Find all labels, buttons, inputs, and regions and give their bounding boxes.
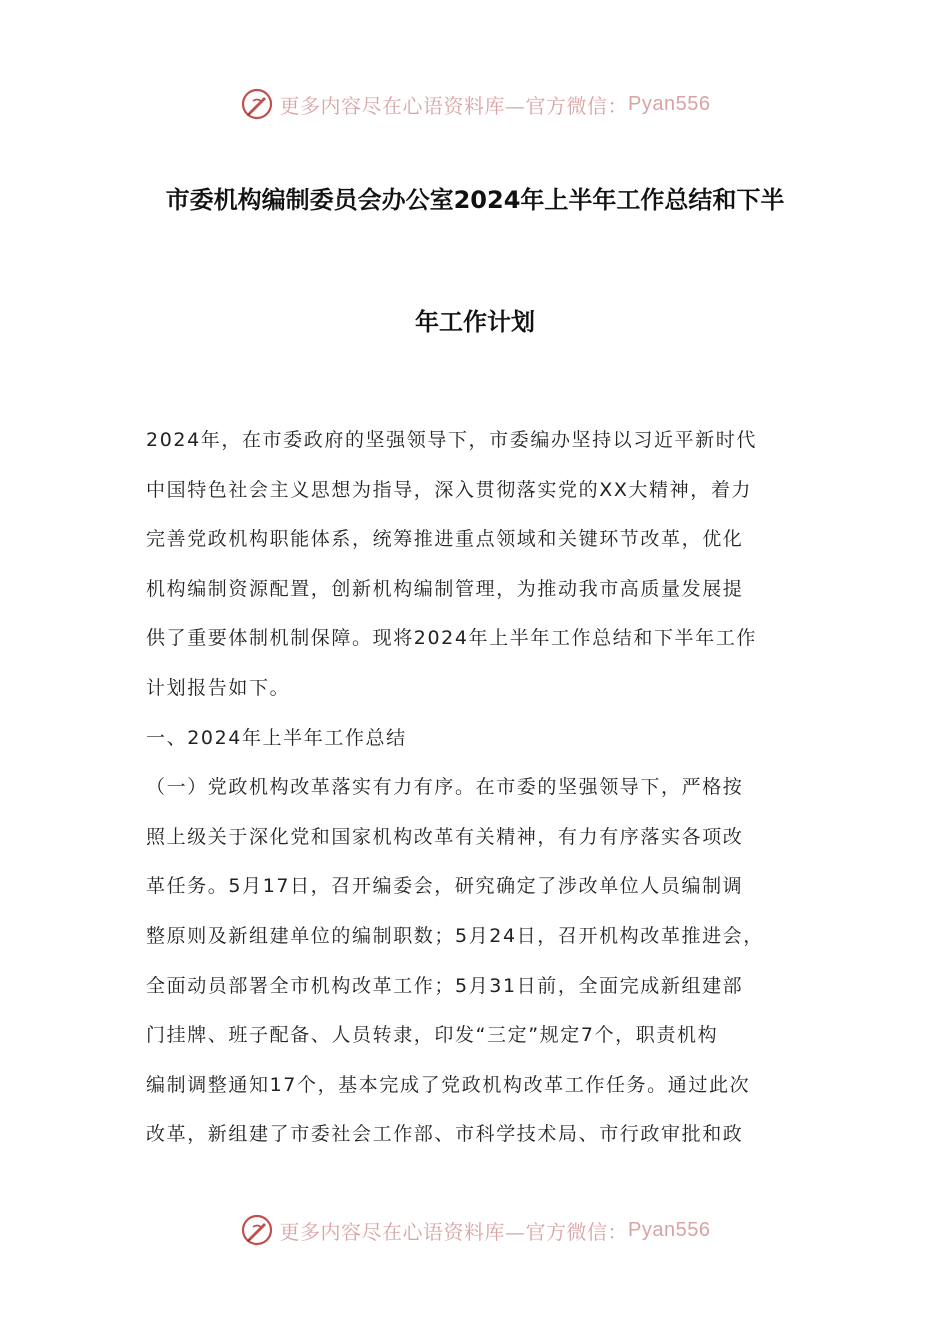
body-line: 编制调整通知17个，基本完成了党政机构改革工作任务。通过此次 [146, 1073, 751, 1096]
pen-circle-logo-icon [240, 1213, 274, 1247]
body-line: 2024年，在市委政府的坚强领导下，市委编办坚持以习近平新时代 [146, 429, 757, 451]
section-heading: 一、2024年上半年工作总结 [146, 726, 407, 749]
watermark-handle: Pyan556 [628, 1218, 711, 1241]
body-line: 供了重要体制机制保障。现将2024年上半年工作总结和下半年工作 [146, 627, 757, 650]
watermark-text: 更多内容尽在心语资料库—官方微信： [279, 1219, 629, 1244]
body-line: 全面动员部署全市机构改革工作；5月31日前，全面完成新组建部 [146, 974, 744, 997]
watermark-text: 更多内容尽在心语资料库—官方微信： [279, 93, 629, 118]
watermark-header [0, 82, 950, 126]
document-title-line-1: 市委机构编制委员会办公室2024年上半年工作总结和下半 [165, 186, 785, 214]
pen-circle-logo-icon [240, 87, 274, 121]
body-line: 整原则及新组建单位的编制职数；5月24日，召开机构改革推进会， [146, 924, 764, 947]
watermark-handle: Pyan556 [628, 92, 711, 115]
body-line: 改革，新组建了市委社会工作部、市科学技术局、市行政审批和政 [146, 1123, 744, 1146]
watermark-footer [0, 1208, 950, 1252]
document-title-line-2: 年工作计划 [415, 308, 535, 336]
body-line: 计划报告如下。 [146, 676, 291, 699]
body-line: 门挂牌、班子配备、人员转隶，印发“三定”规定7个，职责机构 [146, 1024, 719, 1047]
body-line: 机构编制资源配置，创新机构编制管理，为推动我市高质量发展提 [146, 577, 744, 600]
body-line: 中国特色社会主义思想为指导，深入贯彻落实党的XX大精神，着力 [146, 478, 753, 501]
body-line: （一）党政机构改革落实有力有序。在市委的坚强领导下，严格按 [146, 776, 744, 799]
body-line: 革任务。5月17日，召开编委会，研究确定了涉改单位人员编制调 [146, 875, 744, 898]
body-line: 完善党政机构职能体系，统筹推进重点领域和关键环节改革，优化 [146, 528, 744, 551]
body-line: 照上级关于深化党和国家机构改革有关精神，有力有序落实各项改 [146, 825, 744, 848]
document-body [146, 416, 814, 1160]
